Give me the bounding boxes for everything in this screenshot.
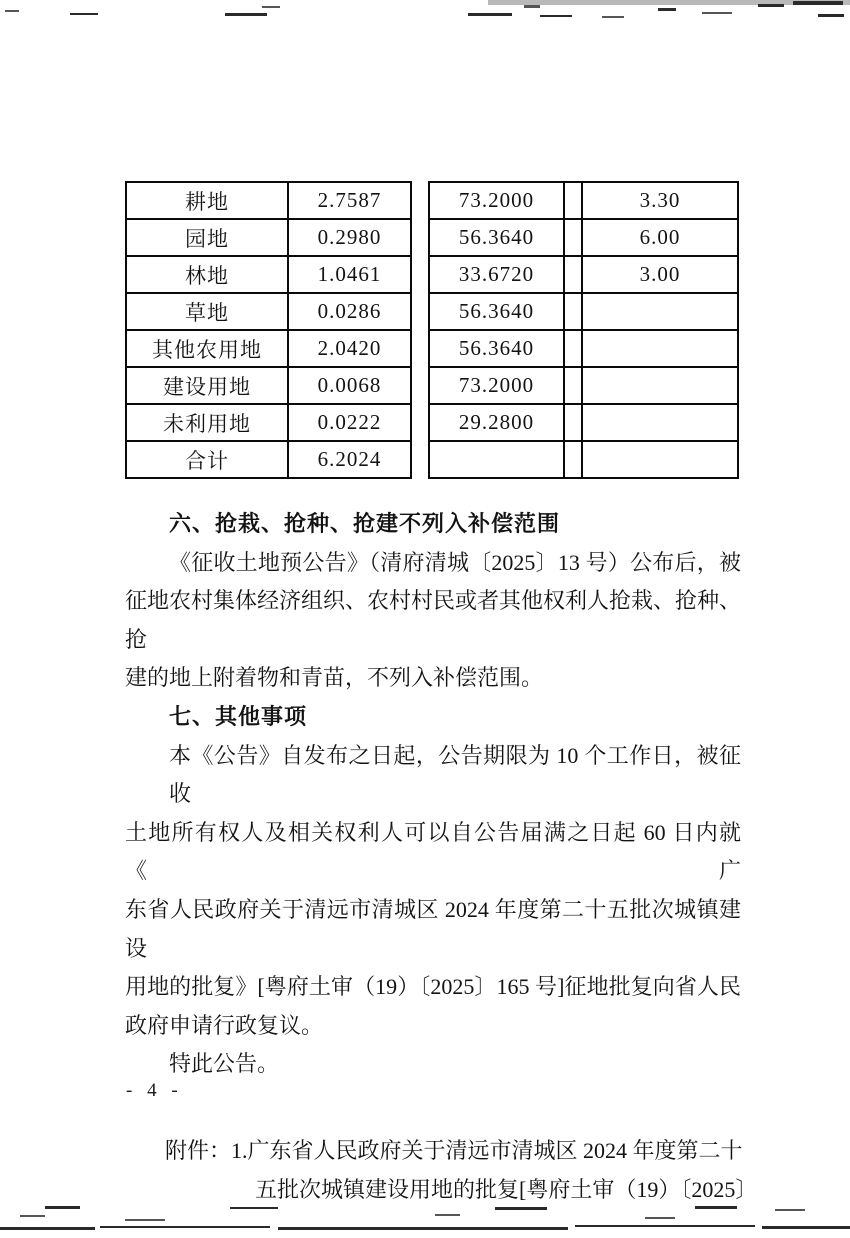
scan-artifact xyxy=(793,1,843,5)
vertical-spacer xyxy=(125,1084,741,1132)
scan-artifact xyxy=(20,1215,45,1217)
cell-area: 0.2980 xyxy=(288,219,411,256)
section-7-heading: 七、其他事项 xyxy=(169,703,308,729)
cell-land-type: 林地 xyxy=(126,256,288,293)
paragraph-line: 用地的批复》[粤府土审（19）〔2025〕165 号]征地批复向省人民 xyxy=(125,974,741,1000)
scan-artifact xyxy=(818,14,844,17)
cell-land-type: 其他农用地 xyxy=(126,330,288,367)
scan-artifact xyxy=(575,1225,755,1227)
scan-artifact xyxy=(702,12,732,14)
table-gap-strip xyxy=(411,367,429,404)
scan-artifact xyxy=(225,13,267,16)
cell-area: 2.0420 xyxy=(288,330,411,367)
scan-artifact xyxy=(468,13,512,16)
cell-multiplier xyxy=(582,404,738,441)
document-body xyxy=(125,505,758,1209)
cell-strip xyxy=(564,441,582,478)
scan-artifact xyxy=(762,1226,850,1229)
cell-multiplier xyxy=(582,441,738,478)
scan-artifact xyxy=(0,1227,95,1230)
scan-artifact xyxy=(775,1209,805,1211)
cell-area: 1.0461 xyxy=(288,256,411,293)
table-gap-strip xyxy=(411,330,429,367)
scan-artifact xyxy=(435,1214,460,1216)
cell-standard: 73.2000 xyxy=(429,182,564,219)
page-number: - 4 - xyxy=(126,1080,183,1101)
cell-land-type: 耕地 xyxy=(126,182,288,219)
paragraph-line: 《征收土地预公告》（清府清城〔2025〕13 号）公布后，被 xyxy=(169,549,741,575)
table-gap-strip xyxy=(411,219,429,256)
cell-strip xyxy=(564,219,582,256)
scan-artifact xyxy=(5,10,19,12)
cell-standard: 29.2800 xyxy=(429,404,564,441)
cell-strip xyxy=(564,330,582,367)
table-gap-strip xyxy=(411,404,429,441)
cell-standard: 56.3640 xyxy=(429,219,564,256)
scan-artifact xyxy=(230,1207,278,1209)
section-6-heading: 六、抢栽、抢种、抢建不列入补偿范围 xyxy=(169,511,561,536)
table-row xyxy=(126,219,738,256)
cell-area: 0.0286 xyxy=(288,293,411,330)
cell-area: 6.2024 xyxy=(288,441,411,478)
cell-multiplier xyxy=(582,293,738,330)
table-gap-strip xyxy=(411,182,429,219)
cell-standard: 56.3640 xyxy=(429,330,564,367)
cell-multiplier: 3.30 xyxy=(582,182,738,219)
attachment-line: 五批次城镇建设用地的批复[粤府土审（19）〔2025〕 xyxy=(255,1176,758,1202)
cell-standard: 33.6720 xyxy=(429,256,564,293)
table-gap-strip xyxy=(411,293,429,330)
cell-area: 2.7587 xyxy=(288,182,411,219)
table-row xyxy=(126,404,738,441)
cell-multiplier xyxy=(582,367,738,404)
scan-artifact xyxy=(758,4,784,7)
cell-strip xyxy=(564,293,582,330)
scan-artifact xyxy=(658,8,676,11)
cell-strip xyxy=(564,256,582,293)
cell-area: 0.0068 xyxy=(288,367,411,404)
cell-land-type: 建设用地 xyxy=(126,367,288,404)
paragraph-line: 土地所有权人及相关权利人可以自公告届满之日起 60 日内就《广 xyxy=(125,819,741,884)
cell-multiplier: 6.00 xyxy=(582,219,738,256)
table-row xyxy=(126,256,738,293)
cell-multiplier: 3.00 xyxy=(582,256,738,293)
cell-standard: 73.2000 xyxy=(429,367,564,404)
table-row xyxy=(126,182,738,219)
scan-artifact xyxy=(645,1217,675,1219)
paragraph-line: 本《公告》自发布之日起，公告期限为 10 个工作日，被征收 xyxy=(169,742,741,807)
scan-artifact xyxy=(70,13,98,15)
cell-standard xyxy=(429,441,564,478)
cell-land-type: 园地 xyxy=(126,219,288,256)
scan-artifact xyxy=(100,1226,270,1228)
scan-artifact xyxy=(602,16,624,18)
land-compensation-table xyxy=(125,181,739,479)
cell-strip xyxy=(564,367,582,404)
cell-standard: 56.3640 xyxy=(429,293,564,330)
table-row-total xyxy=(126,441,738,478)
paragraph-line: 征地农村集体经济组织、农村村民或者其他权利人抢栽、抢种、抢 xyxy=(125,588,742,652)
scan-artifact xyxy=(524,5,540,8)
table-gap-strip xyxy=(411,441,429,478)
cell-land-type: 草地 xyxy=(126,293,288,330)
table-gap-strip xyxy=(411,256,429,293)
closing-statement: 特此公告。 xyxy=(169,1051,280,1077)
table-row xyxy=(126,293,738,330)
cell-multiplier xyxy=(582,330,738,367)
scan-artifact xyxy=(695,1206,737,1209)
scan-artifact xyxy=(540,15,572,17)
scan-artifact xyxy=(495,1207,547,1210)
paragraph-line: 东省人民政府关于清远市清城区 2024 年度第二十五批次城镇建设 xyxy=(125,896,741,961)
paragraph-line: 政府申请行政复议。 xyxy=(125,1012,324,1038)
cell-area: 0.0222 xyxy=(288,404,411,441)
paragraph-line: 建的地上附着物和青苗，不列入补偿范围。 xyxy=(125,665,544,691)
cell-land-type: 合计 xyxy=(126,441,288,478)
table-row xyxy=(126,367,738,404)
scan-artifact xyxy=(262,6,280,8)
cell-strip xyxy=(564,182,582,219)
cell-land-type: 未利用地 xyxy=(126,404,288,441)
cell-strip xyxy=(564,404,582,441)
attachment-line: 附件：1.广东省人民政府关于清远市清城区 2024 年度第二十 xyxy=(165,1137,743,1163)
scan-artifact xyxy=(278,1227,568,1230)
scan-artifact xyxy=(125,1219,165,1221)
scan-artifact xyxy=(45,1206,80,1209)
table-row xyxy=(126,330,738,367)
